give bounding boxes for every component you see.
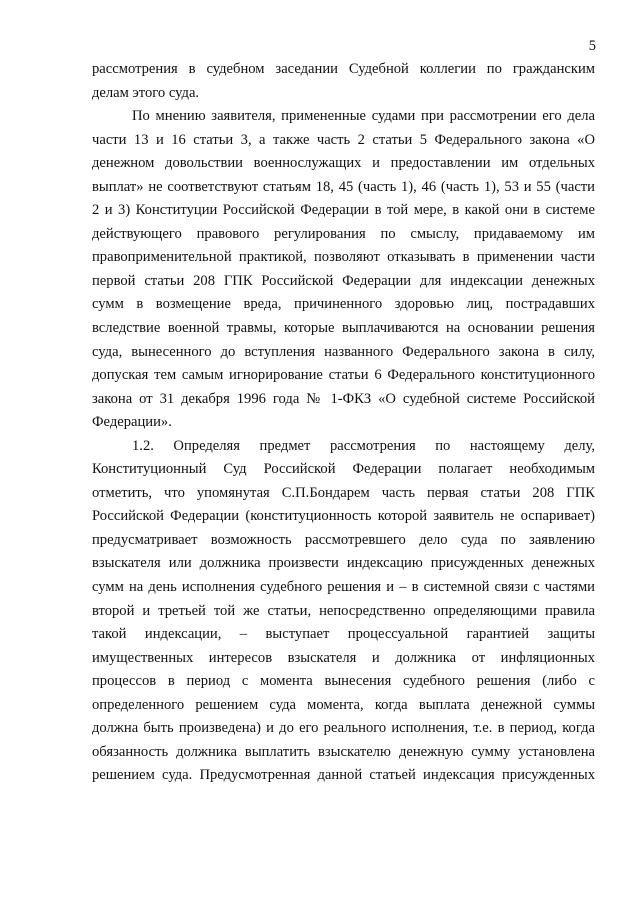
text-line: такой индексации, – выступает процессуальной гарантией защиты — [92, 626, 595, 643]
text-line: отметить, что упомянутая С.П.Бондарем часть первая статьи 208 ГПК — [92, 484, 595, 501]
text-line: предусматривает возможность рассмотревшего дело суда по заявлению — [92, 531, 595, 548]
text-line: денежном довольствии военнослужащих и предоставлении им отдельных — [92, 155, 595, 172]
text-line: 1.2. Определяя предмет рассмотрения по настоящему делу, — [132, 437, 595, 454]
text-line: Российской Федерации (конституционность которой заявитель не оспаривает) — [92, 508, 595, 525]
page-number: 5 — [588, 38, 596, 54]
text-line: процессов в период с момента вынесения судебного решения (либо с — [92, 673, 595, 690]
text-line: взыскателя или должника произвести индексацию присужденных денежных — [92, 555, 595, 572]
text-line: определенного решением суда момента, когда выплата денежной суммы — [92, 696, 595, 713]
text-line: рассмотрения в судебном заседании Судебной коллегии по гражданским — [92, 61, 595, 77]
text-line: суда, вынесенного до вступления названного Федерального закона в силу, — [92, 343, 595, 360]
text-line: второй и третьей той же статьи, непосредственно определяющими правила — [92, 602, 595, 619]
text-line: Конституционный Суд Российской Федерации полагает необходимым — [92, 461, 595, 478]
text-line: обязанность должника выплатить взыскателю денежную сумму установлена — [92, 743, 595, 760]
text-line: вследствие военной травмы, которые выплачиваются на основании решения — [92, 320, 595, 337]
document-body — [92, 58, 595, 788]
text-line: части 13 и 16 статьи 3, а также часть 2 статьи 5 Федерального закона «О — [92, 131, 595, 148]
text-line: сумм на день исполнения судебного решения и – в системной связи с частями — [92, 579, 595, 596]
text-line: правоприменительной практикой, позволяют отказывать в применении части — [92, 249, 595, 266]
text-line: делам этого суда. — [92, 84, 200, 101]
text-line: действующего правового регулирования по смыслу, придаваемому им — [92, 225, 595, 242]
text-line: имущественных интересов взыскателя и должника от инфляционных — [92, 649, 595, 666]
text-line: первой статьи 208 ГПК Российской Федерации для индексации денежных — [92, 272, 595, 289]
text-line: допуская тем самым игнорирование статьи 6 Федерального конституционного — [92, 367, 595, 384]
text-line: должна быть произведена) и до его реального исполнения, т.е. в период, когда — [92, 720, 595, 737]
text-line: сумм в возмещение вреда, причиненного здоровью лиц, пострадавших — [92, 296, 595, 313]
text-line: решением суда. Предусмотренная данной статьей индексация присужденных — [92, 767, 595, 784]
text-line: По мнению заявителя, примененные судами при рассмотрении его дела — [132, 108, 595, 125]
text-line: выплат» не соответствуют статьям 18, 45 (часть 1), 46 (часть 1), 53 и 55 (части — [92, 178, 595, 195]
text-line: 2 и 3) Конституции Российской Федерации в той мере, в какой они в системе — [92, 202, 595, 219]
text-line: Федерации». — [92, 414, 172, 431]
text-line: закона от 31 декабря 1996 года № 1-ФКЗ «О судебной системе Российской — [92, 390, 595, 407]
